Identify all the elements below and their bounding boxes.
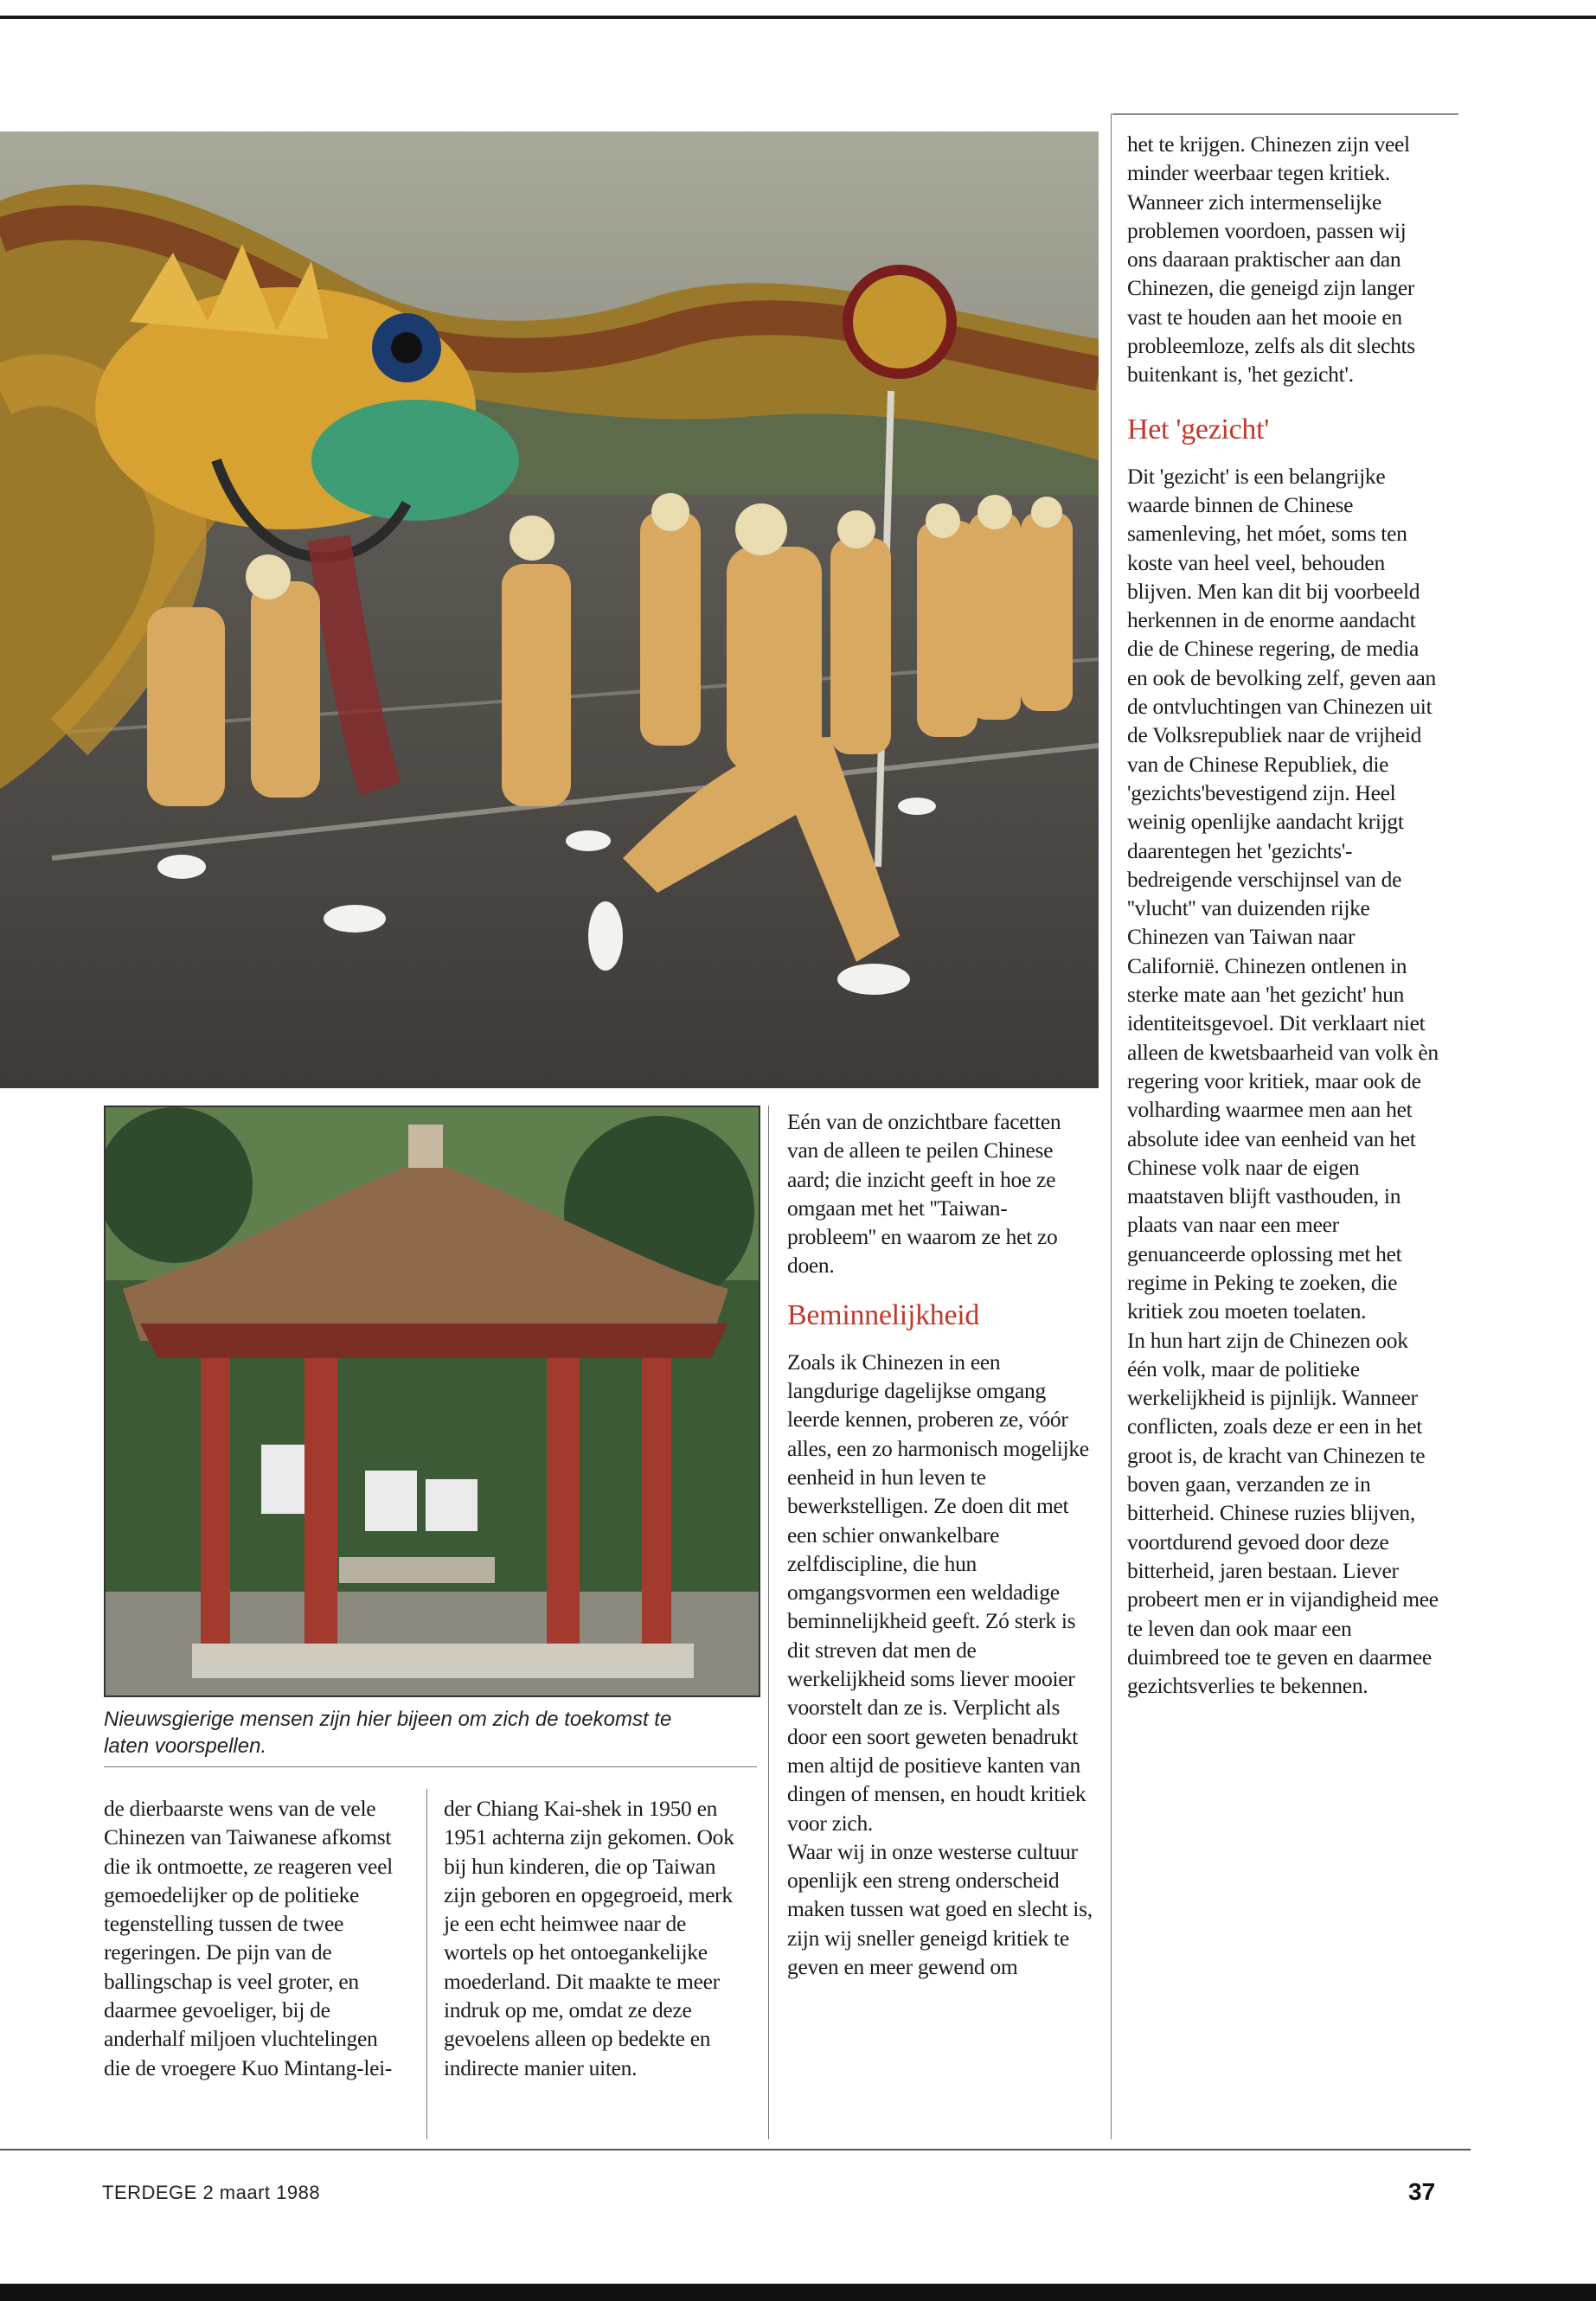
heading-beminnelijkheid: Beminnelijkheid	[787, 1298, 980, 1331]
column-divider-2	[768, 1106, 769, 2139]
page-bottom-border	[0, 2284, 1596, 2301]
column-divider-1	[426, 1789, 427, 2139]
column-2-text: der Chiang Kai-shek in 1950 en 1951 achterna zijn gekomen. Ook bij hun kinderen, die op Taiwan zijn geboren en opgegroeid, merk je een echt heimwee naar de wortels op het ontoegankelijke moederland. Dit maakte te meer indruk op me, omdat ze deze gevoelens alleen op bedekte en indirecte manier uiten.	[444, 1796, 734, 2080]
column-1-text: de dierbaarste wens van de vele Chinezen van Taiwanese afkomst die ik ontmoette, ze reageren veel gemoedelijker op de politieke tegenstelling tussen de twee regeringen. De pijn van de ballingschap is veel groter, en daarmee gevoeliger, bij de anderhalf miljoen vluchtelingen die de vroegere Kuo Mintang-lei-	[104, 1796, 393, 2080]
pavilion-caption: Nieuwsgierige mensen zijn hier bijeen om zich de toekomst te laten voorspellen.	[104, 1708, 672, 1758]
pavilion-photo	[104, 1106, 760, 1697]
article-column-2	[444, 1794, 747, 2082]
dragon-dance-illustration	[0, 131, 1099, 1088]
page-number: 37	[1408, 2178, 1436, 2205]
pavilion-illustration	[106, 1107, 759, 1695]
column-divider-3	[1111, 113, 1112, 2139]
column-4-paragraph-2: In hun hart zijn de Chinezen ook één volk, maar de politieke werkelijkheid is pijnlijk. Wanneer conflicten, zoals deze er een in het groot is, de kracht van Chinezen te boven gaan, verzanden ze in bitterheid. Chinese ruzies blijven, voortdurend gevoed door deze bitterheid, jaren bestaan. Liever probeert men er in vijandigheid mee te leven dan ook maar een duimbreed toe te geven en daarmee gezichtsverlies te bekennen.	[1127, 1327, 1439, 1699]
footer-publication: TERDEGE 2 maart 1988	[102, 2182, 321, 2203]
article-column-4	[1127, 130, 1439, 1700]
top-right-rule	[1112, 113, 1458, 115]
caption-rule	[104, 1766, 757, 1767]
article-column-1	[104, 1794, 408, 2082]
page-top-border	[0, 16, 1596, 19]
column-3-intro: Eén van de onzichtbare facetten van de alleen te peilen Chinese aard; die inzicht geeft in hoe ze omgaan met het ''Taiwan-probleem'' en waarom ze het zo doen.	[787, 1109, 1061, 1279]
dragon-dance-photo	[0, 131, 1099, 1088]
column-4-intro: het te krijgen. Chinezen zijn veel minder weerbaar tegen kritiek. Wanneer zich intermenselijke problemen voordoen, passen wij ons daaraan praktischer aan dan Chinezen, die geneigd zijn langer vast te houden aan het mooie en probleemloze, zelfs als dit slechts buitenkant is, 'het gezicht'.	[1127, 131, 1415, 388]
heading-het-gezicht: Het 'gezicht'	[1127, 413, 1270, 445]
column-3-paragraph-2: Waar wij in onze westerse cultuur openlijk een streng onderscheid maken tussen wat goed en slecht is, zijn wij sneller geneigd kritiek te geven en meer gewend om	[787, 1838, 1093, 1980]
column-4-paragraph-1: Dit 'gezicht' is een belangrijke waarde binnen de Chinese samenleving, het móet, soms ten koste van heel veel, behouden blijven. Men kan dit bij voorbeeld herkennen in de enorme aandacht die de Chinese regering, de media en ook de bevolking zelf, geven aan de ontvluchtingen van Chinezen uit de Volksrepubliek naar de vrijheid van de Chinese Republiek, die 'gezichts'bevestigend zijn. Heel weinig openlijke aandacht krijgt daarentegen het 'gezichts'-bedreigende verschijnsel van de ''vlucht'' van duizenden rijke Chinezen van Taiwan naar Californië. Chinezen ontlenen in sterke mate aan 'het gezicht' hun identiteitsgevoel. Dit verklaart niet alleen de kwetsbaarheid van volk èn regering voor kritiek, maar ook de volharding waarmee men aan het absolute idee van eenheid van het Chinese volk naar de eigen maatstaven blijft vasthouden, in plaats van naar een meer genuanceerde oplossing met het regime in Peking te zoeken, die kritiek zou moeten toelaten.	[1127, 463, 1439, 1324]
article-column-3	[787, 1107, 1094, 1981]
column-3-paragraph-1: Zoals ik Chinezen in een langdurige dagelijkse omgang leerde kennen, proberen ze, vóór alles, een zo harmonisch mogelijke eenheid in hun leven te bewerkstelligen. Ze doen dit met een schier onwankelbare zelfdiscipline, die hun omgangsvormen een weldadige beminnelijkheid geeft. Zó sterk is dit streven dat men de werkelijkheid soms liever mooier voorstelt dan ze is. Verplicht als door een soort geweten benadrukt men altijd de positieve kanten van dingen of mensen, en houdt kritiek voor zich.	[787, 1349, 1089, 1836]
footer-rule	[0, 2149, 1471, 2150]
